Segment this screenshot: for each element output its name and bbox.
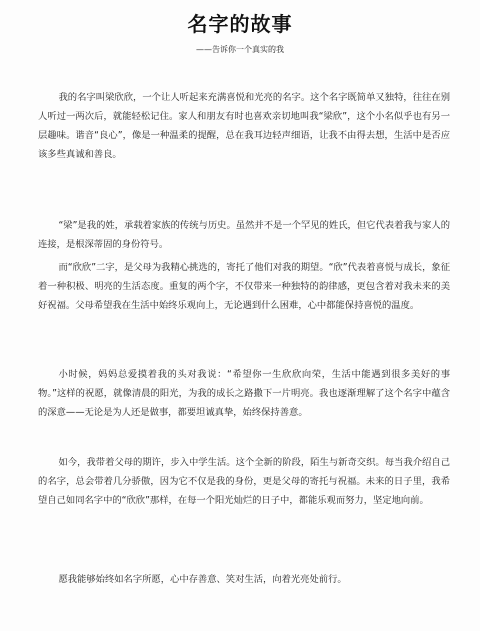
paragraph: 小时候，妈妈总爱摸着我的头对我说：“希望你一生欣欣向荣，生活中能遇到很多美好的事物。”这样的祝愿，就像清晨的阳光，为我的成长之路撒下一片明亮。我也逐渐理解了这个名字中蕴含的深意——无论是为人还是做事，都要坦诚真挚，始终保持善意。 — [38, 369, 450, 418]
document-title: 名字的故事 — [187, 12, 293, 36]
paragraph: 如今，我带着父母的期许，步入中学生活。这个全新的阶段，陌生与新奇交织。每当我介绍自己的名字，总会带着几分骄傲，因为它不仅是我的身份，更是父母的寄托与祝福。未来的日子里，我希望自己如同名字中的“欣欣”那样，在每一个阳光灿烂的日子中，都能乐观而努力，坚定地向前。 — [38, 457, 450, 506]
paragraph: 我的名字叫梁欣欣，一个让人听起来充满喜悦和光亮的名字。这个名字既简单又独特，往往在别人听过一两次后，就能轻松记住。家人和朋友有时也喜欢亲切地叫我“梁欣”，这个小名似乎也有另一层趣味。谐音“良心”，像是一种温柔的提醒，总在我耳边轻声细语，让我不由得去想，生活中是否应该多些真诚和善良。 — [38, 92, 450, 160]
paragraph: 而“欣欣”二字，是父母为我精心挑选的，寄托了他们对我的期望。“欣”代表着喜悦与成长，象征着一种积极、明亮的生活态度。重复的两个字，不仅带来一种独特的韵律感，更包含着对我未来的美好祝福。父母希望我在生活中始终乐观向上，无论遇到什么困难，心中都能保持喜悦的温度。 — [38, 262, 450, 311]
document-subtitle: ——告诉你一个真实的我 — [196, 45, 284, 54]
paragraph: 愿我能够始终如名字所愿，心中存善意、笑对生活，向着光亮处前行。 — [58, 574, 347, 585]
paragraph: “梁”是我的姓，承载着家族的传统与历史。虽然并不是一个罕见的姓氏，但它代表着我与家人的连接，是根深蒂固的身份符号。 — [38, 220, 450, 250]
